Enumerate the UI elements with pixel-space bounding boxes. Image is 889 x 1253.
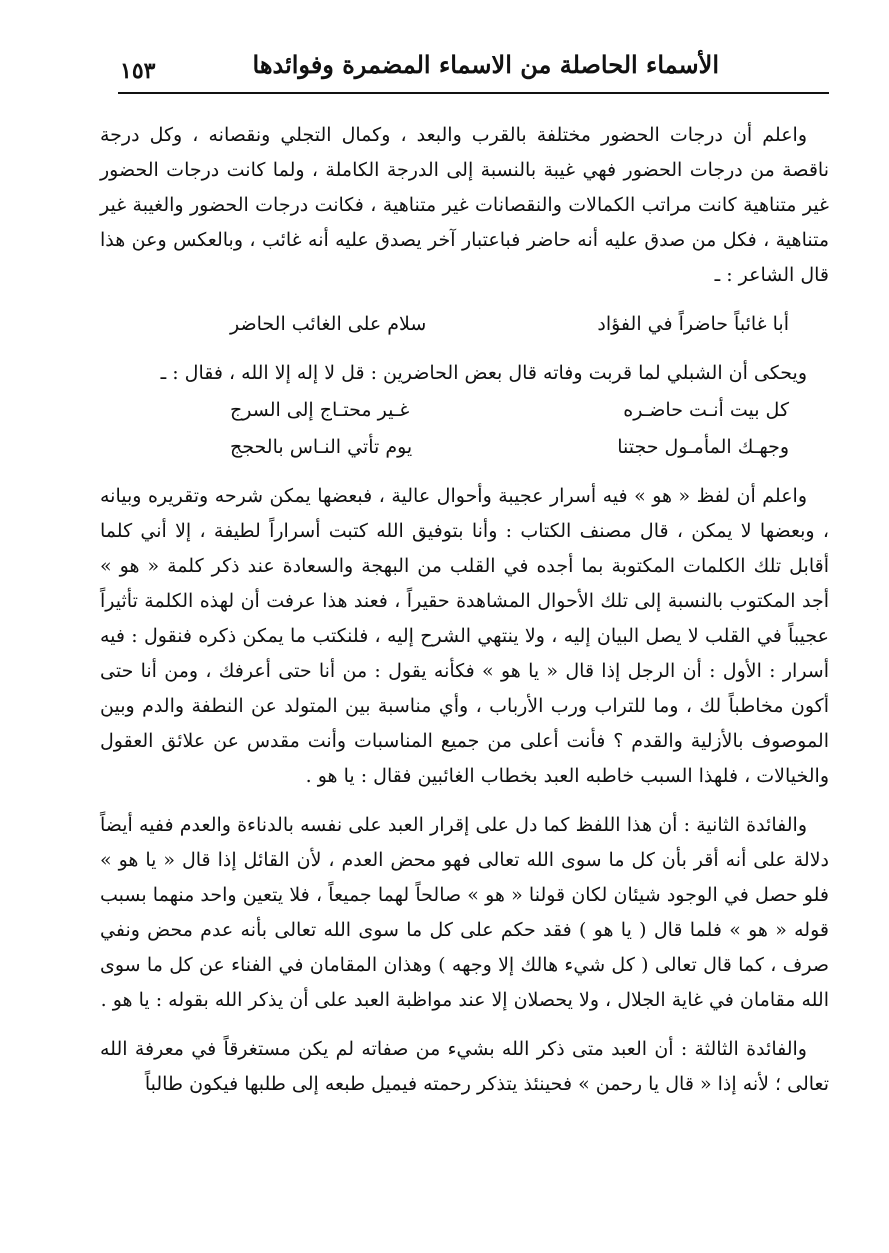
verse-second-hemistich: يوم تأتي النـاس بالحجج bbox=[230, 436, 413, 458]
verse-first-hemistich: كل بيت أنـت حاضـره bbox=[623, 399, 789, 421]
verse-line bbox=[100, 430, 829, 465]
page-body bbox=[100, 118, 829, 1116]
verse-group-poet bbox=[100, 307, 829, 342]
page-header bbox=[118, 42, 829, 94]
header-divider bbox=[118, 92, 829, 94]
paragraph-second-benefit: والفائدة الثانية : أن هذا اللفظ كما دل على إقرار العبد على نفسه بالدناءة والعدم ففيه أيضاً دلالة على أنه أقر بأن كل ما سوى الله تعالى فهو محض العدم ، لأن القائل إذا قال « يا هو » فلو حصل في الوجود شيئان لكان قولنا « هو » صالحاً لهما جميعاً ، فلا يتعين واحد منهما بسبب قوله « هو » فلما قال ( يا هو ) فقد حكم على كل ما سوى الله تعالى بأنه عدم محض ونفي صرف ، كما قال تعالى ( كل شيء هالك إلا وجهه ) وهذان المقامان في الفناء عن كل ما سوى الله مقامان في غاية الجلال ، ولا يحصلان إلا عند مواظبة العبد على أن يذكر الله بقوله : يا هو . bbox=[100, 814, 829, 1011]
paragraph-presence-degrees: واعلم أن درجات الحضور مختلفة بالقرب والبعد ، وكمال التجلي ونقصانه ، وكل درجة ناقصة من درجات الحضور فهي غيبة بالنسبة إلى الدرجة الكاملة ، ولما كانت درجات الحضور غير متناهية كانت مراتب الكمالات والنقصانات غير متناهية ، فكانت درجات الحضور والغيبة غير متناهية ، فكل من صدق عليه أنه حاضر فباعتبار آخر يصدق عليه أنه غائب ، وبالعكس وعن هذا قال الشاعر : ـ bbox=[100, 124, 829, 286]
paragraph-third-benefit: والفائدة الثالثة : أن العبد متى ذكر الله بشيء من صفاته لم يكن مستغرقاً في معرفة الله تعالى ؛ لأنه إذا « قال يا رحمن » فحينئذ يتذكر رحمته فيميل طبعه إلى طلبها فيكون طالباً bbox=[100, 1038, 829, 1095]
page-number: ١٥٣ bbox=[120, 58, 156, 84]
paragraph-huwa-secrets: واعلم أن لفظ « هو » فيه أسرار عجيبة وأحوال عالية ، فبعضها يمكن شرحه وتقريره وبيانه ، وبعضها لا يمكن ، قال مصنف الكتاب : وأنا بتوفيق الله كتبت أسراراً لطيفة ، إلا أني كلما أقابل تلك الكلمات المكتوبة بما أجده في القلب من البهجة والسعادة عند ذكر كلمة « هو » أجد المكتوب بالنسبة إلى تلك الأحوال المشاهدة حقيراً ، فعند هذا عرفت أن لهذه الكلمة تأثيراً عجيباً في القلب لا يصل البيان إليه ، ولا ينتهي الشرح إليه ، فلنكتب ما يمكن ذكره فنقول : فيه أسرار : الأول : أن الرجل إذا قال « يا هو » فكأنه يقول : من أنا حتى أعرفك ، ومن أنا حتى أكون مخاطباً لك ، وما للتراب ورب الأرباب ، وأي مناسبة بين المتولد عن النطفة والدم وبين الموصوف بالأزلية والقدم ؟ فأنت أعلى من جميع المناسبات وأنت مقدس عن علائق العقول والخيالات ، فلهذا السبب خاطبه العبد بخطاب الغائبين فقال : يا هو . bbox=[100, 485, 829, 787]
verse-first-hemistich: وجهـك المأمـول حجتنا bbox=[617, 436, 789, 458]
verse-group-shibli bbox=[100, 393, 829, 465]
verse-line bbox=[100, 393, 829, 428]
verse-first-hemistich: أبا غائباً حاضراً في الفؤاد bbox=[597, 313, 789, 335]
verse-second-hemistich: سلام على الغائب الحاضر bbox=[230, 313, 427, 335]
running-title: الأسماء الحاصلة من الاسماء المضمرة وفوائدها bbox=[252, 50, 719, 79]
verse-line bbox=[100, 307, 829, 342]
verse-second-hemistich: غـير محتـاج إلى السرج bbox=[230, 399, 410, 421]
paragraph-shibli: ويحكى أن الشبلي لما قربت وفاته قال بعض الحاضرين : قل لا إله إلا الله ، فقال : ـ bbox=[160, 362, 807, 384]
